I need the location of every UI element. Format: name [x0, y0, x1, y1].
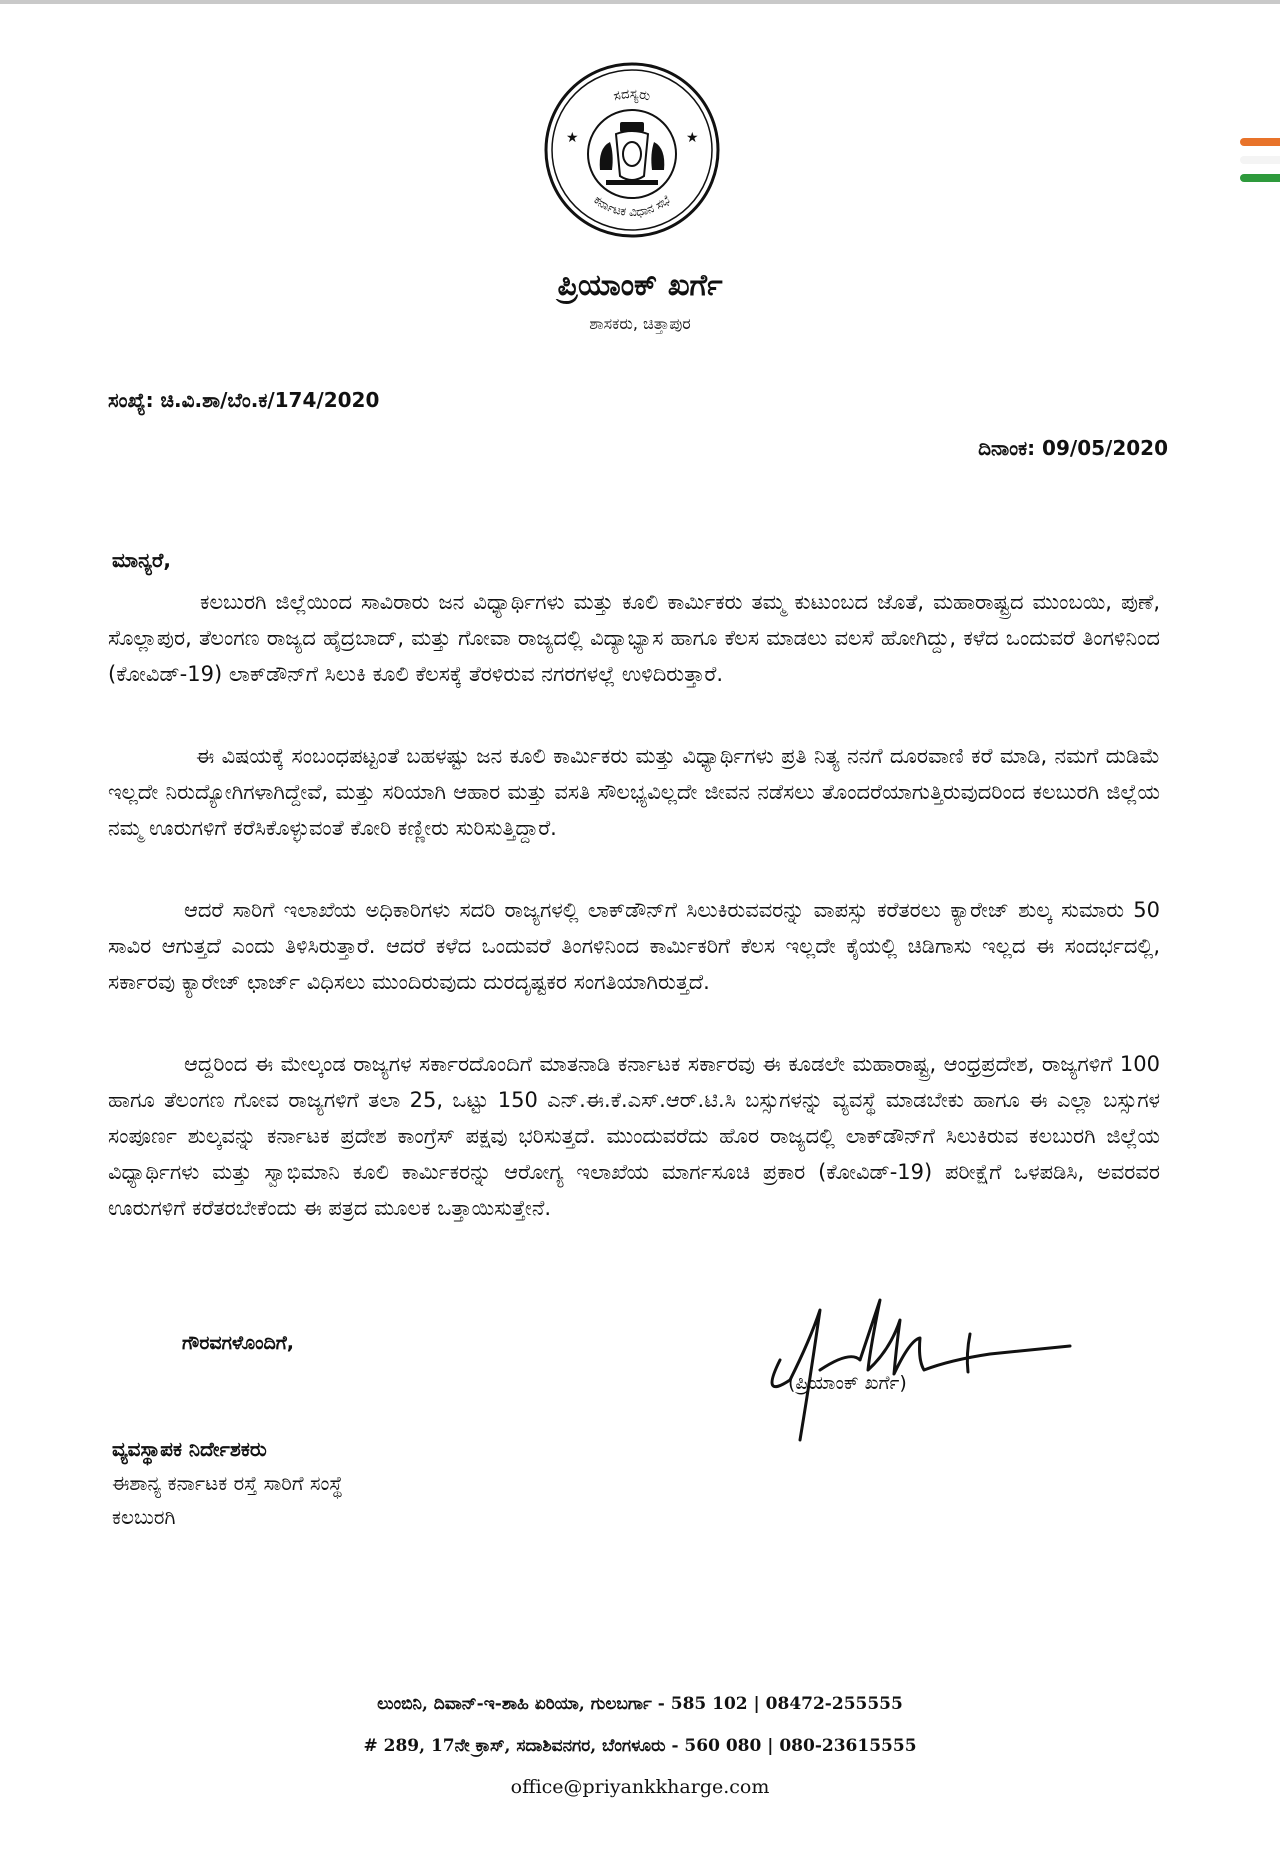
body-paragraph-2: ಈ ವಿಷಯಕ್ಕೆ ಸಂಬಂಧಪಟ್ಟಂತೆ ಬಹಳಷ್ಟು ಜನ ಕೂಲಿ ಕಾರ್ಮಿಕರು ಮತ್ತು ವಿಧ್ಯಾರ್ಥಿಗಳು ಪ್ರತಿ ನಿತ್ಯ ನನಗೆ ದೂರವಾಣಿ ಕರೆ ಮಾಡಿ, ನಮಗೆ ದುಡಿಮೆ ಇಲ್ಲದೇ ನಿರುದ್ಯೋಗಿಗಳಾಗಿದ್ದೇವೆ, ಮತ್ತು ಸರಿಯಾಗಿ ಆಹಾರ ಮತ್ತು ವಸತಿ ಸೌಲಭ್ಯವಿಲ್ಲದೇ ಜೀವನ ನಡೆಸಲು ತೊಂದರೆಯಾಗುತ್ತಿರುವುದರಿಂದ ಕಲಬುರಗಿ ಜಿಲ್ಲೆಯ ನಮ್ಮ ಊರುಗಳಿಗೆ ಕರೆಸಿಕೊಳ್ಳುವಂತೆ ಕೋರಿ ಕಣ್ಣೀರು ಸುರಿಸುತ್ತಿದ್ದಾರೆ. [108, 744, 1160, 840]
seal-bottom-text: ಕರ್ನಾಟಕ ವಿಧಾನ ಸಭೆ [591, 192, 673, 220]
footer-address-kalaburagi: ಲುಂಬಿನಿ, ದಿವಾನ್-ಇ-ಶಾಹಿ ಏರಿಯಾ, ಗುಲಬರ್ಗಾ - 585 102 | 08472-255555 [377, 1694, 903, 1714]
reference-number: ಸಂಖ್ಯೆ: ಚಿ.ವಿ.ಶಾ/ಬೆಂ.ಕ/174/2020 [108, 388, 380, 412]
top-border [0, 0, 1280, 4]
body-paragraph-3: ಆದರೆ ಸಾರಿಗೆ ಇಲಾಖೆಯ ಅಧಿಕಾರಿಗಳು ಸದರಿ ರಾಜ್ಯಗಳಲ್ಲಿ ಲಾಕ್‌ಡೌನ್‌ಗೆ ಸಿಲುಕಿರುವವರನ್ನು ವಾಪಸ್ಸು ಕರೆತರಲು ಕ್ಯಾರೇಜ್ ಶುಲ್ಕ ಸುಮಾರು 50 ಸಾವಿರ ಆಗುತ್ತದೆ ಎಂದು ತಿಳಿಸಿರುತ್ತಾರೆ. ಆದರೆ ಕಳೆದ ಒಂದುವರೆ ತಿಂಗಳಿನಿಂದ ಕಾರ್ಮಿಕರಿಗೆ ಕೆಲಸ ಇಲ್ಲದೇ ಕೈಯಲ್ಲಿ ಚಿಡಿಗಾಸು ಇಲ್ಲದ ಈ ಸಂದರ್ಭದಲ್ಲಿ, ಸರ್ಕಾರವು ಕ್ಯಾರೇಜ್ ಛಾರ್ಜ್ ವಿಧಿಸಲು ಮುಂದಿರುವುದು ದುರದೃಷ್ಟಕರ ಸಂಗತಿಯಾಗಿರುತ್ತದೆ. [108, 898, 1160, 994]
sender-designation: ಶಾಸಕರು, ಚಿತ್ತಾಪುರ [589, 314, 691, 333]
flag-saffron-stripe [1240, 138, 1280, 146]
recipient-city: ಕಲಬುರಗಿ [112, 1505, 176, 1529]
footer-address-bengaluru: # 289, 17ನೇ ಕ್ರಾಸ್, ಸದಾಶಿವನಗರ, ಬೆಂಗಳೂರು - 560 080 | 080-23615555 [363, 1736, 917, 1756]
letter-date: ದಿನಾಂಕ: 09/05/2020 [978, 436, 1168, 460]
recipient-address [112, 1432, 343, 1534]
salutation: ಮಾನ್ಯರೆ, [112, 548, 171, 572]
flag-white-stripe [1240, 156, 1280, 164]
body-paragraph-4: ಆದ್ದರಿಂದ ಈ ಮೇಲ್ಕಂಡ ರಾಜ್ಯಗಳ ಸರ್ಕಾರದೊಂದಿಗೆ ಮಾತನಾಡಿ ಕರ್ನಾಟಕ ಸರ್ಕಾರವು ಈ ಕೂಡಲೇ ಮಹಾರಾಷ್ಟ್ರ, ಆಂಧ್ರಪ್ರದೇಶ, ರಾಜ್ಯಗಳಿಗೆ 100 ಹಾಗೂ ತೆಲಂಗಣ ಗೋವ ರಾಜ್ಯಗಳಿಗೆ ತಲಾ 25, ಒಟ್ಟು 150 ಎನ್.ಈ.ಕೆ.ಎಸ್.ಆರ್.ಟಿ.ಸಿ ಬಸ್ಸುಗಳನ್ನು ವ್ಯವಸ್ಥೆ ಮಾಡಬೇಕು ಹಾಗೂ ಈ ಎಲ್ಲಾ ಬಸ್ಸುಗಳ ಸಂಪೂರ್ಣ ಶುಲ್ಕವನ್ನು ಕರ್ನಾಟಕ ಪ್ರದೇಶ ಕಾಂಗ್ರೆಸ್ ಪಕ್ಷವು ಭರಿಸುತ್ತದೆ. ಮುಂದುವರೆದು ಹೊರ ರಾಜ್ಯದಲ್ಲಿ ಲಾಕ್‌ಡೌನ್‌ಗೆ ಸಿಲುಕಿರುವ ಕಲಬುರಗಿ ಜಿಲ್ಲೆಯ ವಿಧ್ಯಾರ್ಥಿಗಳು ಮತ್ತು ಸ್ವಾಭಿಮಾನಿ ಕೂಲಿ ಕಾರ್ಮಿಕರನ್ನು ಆರೋಗ್ಯ ಇಲಾಖೆಯ ಮಾರ್ಗಸೂಚಿ ಪ್ರಕಾರ (ಕೋವಿಡ್-19) ಪರೀಕ್ಷೆಗೆ ಒಳಪಡಿಸಿ, ಅವರವರ ಊರುಗಳಿಗೆ ಕರೆತರಬೇಕೆಂದು ಈ ಪತ್ರದ ಮೂಲಕ ಒತ್ತಾಯಿಸುತ್ತೇನೆ. [108, 1052, 1160, 1220]
body-paragraph-1: ಕಲಬುರಗಿ ಜಿಲ್ಲೆಯಿಂದ ಸಾವಿರಾರು ಜನ ವಿಧ್ಯಾರ್ಥಿಗಳು ಮತ್ತು ಕೂಲಿ ಕಾರ್ಮಿಕರು ತಮ್ಮ ಕುಟುಂಬದ ಜೊತೆ, ಮಹಾರಾಷ್ಟ್ರದ ಮುಂಬಯಿ, ಪುಣೆ, ಸೊಲ್ಲಾಪುರ, ತೆಲಂಗಣ ರಾಜ್ಯದ ಹೈದ್ರಬಾದ್, ಮತ್ತು ಗೋವಾ ರಾಜ್ಯದಲ್ಲಿ ವಿದ್ಯಾಭ್ಯಾಸ ಹಾಗೂ ಕೆಲಸ ಮಾಡಲು ವಲಸೆ ಹೋಗಿದ್ದು, ಕಳೆದ ಒಂದುವರೆ ತಿಂಗಳಿನಿಂದ (ಕೋವಿಡ್-19) ಲಾಕ್‌ಡೌನ್‌ಗೆ ಸಿಲುಕಿ ಕೂಲಿ ಕೆಲಸಕ್ಕೆ ತೆರಳಿರುವ ನಗರಗಳಲ್ಲೆ ಉಳಿದಿರುತ್ತಾರೆ. [108, 590, 1160, 686]
footer-email[interactable]: office@priyankkharge.com [510, 1776, 770, 1798]
sender-name: ಪ್ರಿಯಾಂಕ್ ಖರ್ಗೆ [557, 268, 723, 303]
flag-stripe-icon [1240, 138, 1280, 192]
svg-text:★: ★ [686, 130, 699, 146]
seal-top-text: ಸದಸ್ಯರು [611, 86, 652, 105]
handwritten-signature [740, 1290, 1100, 1450]
assembly-seal-icon [540, 58, 724, 242]
closing-line: ಗೌರವಗಳೊಂದಿಗೆ, [182, 1332, 295, 1354]
flag-green-stripe [1240, 174, 1280, 182]
signer-name: (ಪ್ರಿಯಾಂಕ್ ಖರ್ಗೆ) [788, 1372, 907, 1394]
svg-text:★: ★ [566, 130, 579, 146]
recipient-organization: ಈಶಾನ್ಯ ಕರ್ನಾಟಕ ರಸ್ತೆ ಸಾರಿಗೆ ಸಂಸ್ಥೆ [112, 1471, 343, 1495]
recipient-title: ವ್ಯವಸ್ಥಾಪಕ ನಿರ್ದೇಶಕರು [112, 1437, 267, 1461]
